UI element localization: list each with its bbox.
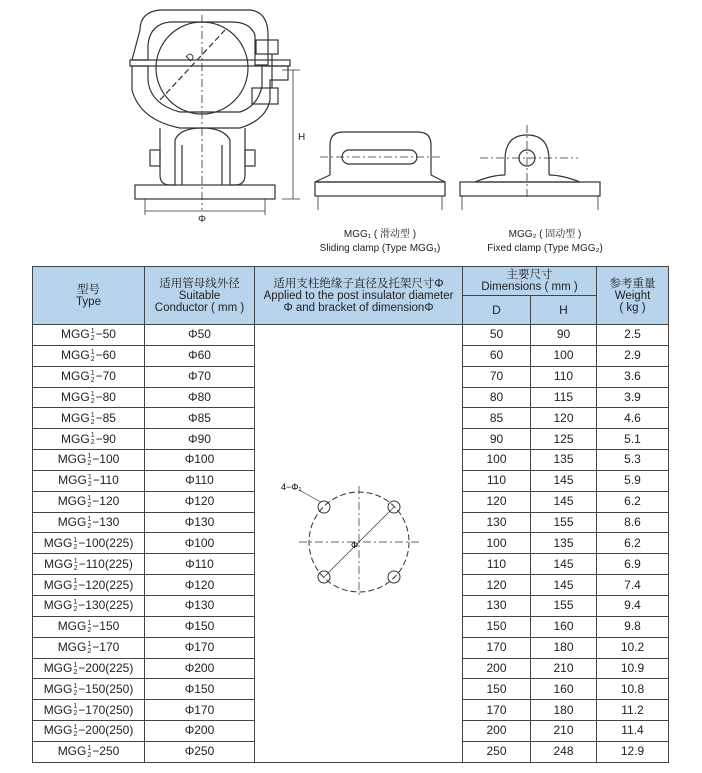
cell-h: 180: [531, 637, 597, 658]
cell-weight: 5.9: [597, 470, 669, 491]
cell-d: 100: [463, 450, 531, 471]
cell-type: MGG 1 2 −200(250): [33, 721, 145, 742]
cell-weight: 3.9: [597, 387, 669, 408]
cell-type: MGG 1 2 −130: [33, 512, 145, 533]
cell-h: 180: [531, 700, 597, 721]
cell-conductor: Φ90: [145, 429, 255, 450]
cell-type: MGG 1 2 −170: [33, 637, 145, 658]
bolt-pattern-cell: [255, 325, 463, 763]
cell-type: MGG 1 2 −50: [33, 325, 145, 346]
header-type: 型号 Type: [33, 267, 145, 325]
cell-conductor: Φ80: [145, 387, 255, 408]
cell-h: 145: [531, 470, 597, 491]
cell-h: 125: [531, 429, 597, 450]
cell-h: 160: [531, 679, 597, 700]
cell-type: MGG 1 2 −90: [33, 429, 145, 450]
cell-conductor: Φ50: [145, 325, 255, 346]
cell-conductor: Φ170: [145, 700, 255, 721]
header-d: D: [463, 296, 531, 325]
cell-type: MGG 1 2 −170(250): [33, 700, 145, 721]
cell-weight: 2.5: [597, 325, 669, 346]
cell-d: 200: [463, 721, 531, 742]
cell-d: 130: [463, 512, 531, 533]
d-dimension-label: D: [184, 51, 198, 65]
cell-h: 145: [531, 575, 597, 596]
cell-type: MGG 1 2 −70: [33, 366, 145, 387]
header-conductor: 适用管母线外径 Suitable Conductor ( mm ): [145, 267, 255, 325]
cell-d: 170: [463, 700, 531, 721]
cell-weight: 11.4: [597, 721, 669, 742]
cell-h: 100: [531, 345, 597, 366]
cell-type: MGG 1 2 −110: [33, 470, 145, 491]
h-dimension-label: H: [298, 132, 306, 143]
cell-conductor: Φ100: [145, 533, 255, 554]
cell-type: MGG 1 2 −200(225): [33, 658, 145, 679]
cell-type: MGG 1 2 −80: [33, 387, 145, 408]
cell-weight: 10.9: [597, 658, 669, 679]
cell-type: MGG 1 2 −120: [33, 491, 145, 512]
cell-conductor: Φ150: [145, 616, 255, 637]
cell-h: 120: [531, 408, 597, 429]
header-insulator: 适用支柱绝缘子直径及托架尺寸Φ Applied to the post insulator diameter Φ and bracket of dimensionΦ: [255, 267, 463, 325]
cell-d: 110: [463, 470, 531, 491]
phi-dimension-label: Φ: [198, 214, 206, 225]
cell-weight: 8.6: [597, 512, 669, 533]
cell-conductor: Φ170: [145, 637, 255, 658]
cell-weight: 6.9: [597, 554, 669, 575]
cell-type: MGG 1 2 −250: [33, 741, 145, 762]
cell-type: MGG 1 2 −85: [33, 408, 145, 429]
cell-d: 70: [463, 366, 531, 387]
cell-weight: 2.9: [597, 345, 669, 366]
cell-type: MGG 1 2 −60: [33, 345, 145, 366]
cell-weight: 10.8: [597, 679, 669, 700]
cell-conductor: Φ200: [145, 721, 255, 742]
table-row: [33, 325, 669, 346]
cell-conductor: Φ200: [145, 658, 255, 679]
cell-d: 250: [463, 741, 531, 762]
cell-d: 150: [463, 679, 531, 700]
header-dimensions: 主要尺寸 Dimensions ( mm ): [463, 267, 597, 296]
fixed-clamp-drawing: [460, 125, 600, 210]
cell-conductor: Φ120: [145, 491, 255, 512]
cell-d: 90: [463, 429, 531, 450]
holes-label: 4−Φ₁: [280, 482, 301, 493]
cell-h: 135: [531, 533, 597, 554]
cell-d: 200: [463, 658, 531, 679]
cell-conductor: Φ60: [145, 345, 255, 366]
cell-d: 130: [463, 595, 531, 616]
cell-h: 135: [531, 450, 597, 471]
sliding-clamp-drawing: [315, 132, 445, 210]
cell-conductor: Φ130: [145, 595, 255, 616]
cell-h: 110: [531, 366, 597, 387]
cell-h: 155: [531, 595, 597, 616]
bolt-pattern-drawing: [259, 480, 459, 600]
header-weight: 参考重量 Weight ( kg ): [597, 267, 669, 325]
cell-h: 160: [531, 616, 597, 637]
cell-weight: 9.4: [597, 595, 669, 616]
cell-conductor: Φ70: [145, 366, 255, 387]
cell-h: 210: [531, 721, 597, 742]
cell-weight: 11.2: [597, 700, 669, 721]
cell-weight: 6.2: [597, 533, 669, 554]
cell-d: 150: [463, 616, 531, 637]
cell-type: MGG 1 2 −150: [33, 616, 145, 637]
clamp-drawings: [0, 0, 702, 262]
cell-d: 80: [463, 387, 531, 408]
cell-d: 85: [463, 408, 531, 429]
cell-conductor: Φ130: [145, 512, 255, 533]
cell-weight: 3.6: [597, 366, 669, 387]
cell-d: 170: [463, 637, 531, 658]
cell-conductor: Φ110: [145, 554, 255, 575]
cell-h: 115: [531, 387, 597, 408]
cell-h: 210: [531, 658, 597, 679]
cell-conductor: Φ120: [145, 575, 255, 596]
bolt-hole: [318, 501, 330, 513]
cell-h: 90: [531, 325, 597, 346]
cell-weight: 4.6: [597, 408, 669, 429]
spec-table: [32, 266, 669, 763]
cell-conductor: Φ110: [145, 470, 255, 491]
fixed-clamp-caption: MGG₂ ( 固动型 ) Fixed clamp (Type MGG₂): [487, 229, 603, 254]
cell-conductor: Φ100: [145, 450, 255, 471]
sliding-clamp-caption: MGG₁ ( 滑动型 ) Sliding clamp (Type MGG₁): [319, 229, 441, 254]
cell-type: MGG 1 2 −100(225): [33, 533, 145, 554]
cell-conductor: Φ250: [145, 741, 255, 762]
cell-weight: 9.8: [597, 616, 669, 637]
cell-d: 110: [463, 554, 531, 575]
cell-conductor: Φ150: [145, 679, 255, 700]
cell-h: 155: [531, 512, 597, 533]
cell-h: 145: [531, 491, 597, 512]
header-h: H: [531, 296, 597, 325]
cell-h: 248: [531, 741, 597, 762]
cell-d: 50: [463, 325, 531, 346]
cell-weight: 5.3: [597, 450, 669, 471]
spec-table-body: [33, 325, 669, 763]
cell-weight: 7.4: [597, 575, 669, 596]
cell-h: 145: [531, 554, 597, 575]
cell-weight: 6.2: [597, 491, 669, 512]
cell-type: MGG 1 2 −150(250): [33, 679, 145, 700]
cell-type: MGG 1 2 −120(225): [33, 575, 145, 596]
cell-d: 100: [463, 533, 531, 554]
cell-weight: 10.2: [597, 637, 669, 658]
cell-weight: 12.9: [597, 741, 669, 762]
cell-weight: 5.1: [597, 429, 669, 450]
bolt-hole: [388, 571, 400, 583]
cell-conductor: Φ85: [145, 408, 255, 429]
cell-d: 120: [463, 575, 531, 596]
cell-type: MGG 1 2 −110(225): [33, 554, 145, 575]
cell-d: 60: [463, 345, 531, 366]
cell-d: 120: [463, 491, 531, 512]
bolt-circle-label: Φ: [350, 540, 358, 551]
cell-type: MGG 1 2 −130(225): [33, 595, 145, 616]
main-clamp-drawing: [130, 10, 300, 215]
cell-type: MGG 1 2 −100: [33, 450, 145, 471]
